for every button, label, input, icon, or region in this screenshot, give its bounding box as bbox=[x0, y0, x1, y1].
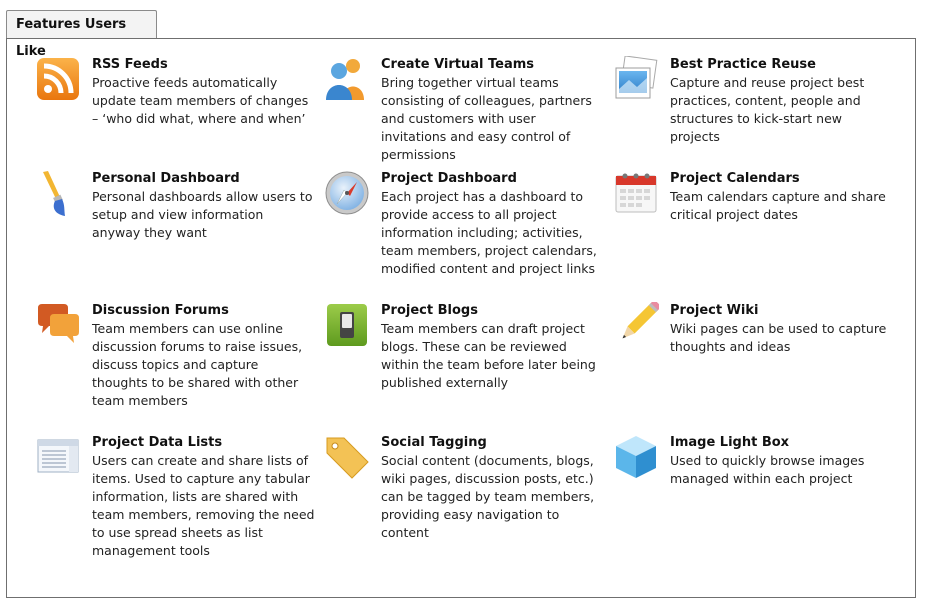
feature-description: Each project has a dashboard to provide access to all project information including; activities, team members, project calendars, modified content and project links bbox=[381, 189, 597, 276]
feature-title: Best Practice Reuse bbox=[670, 57, 816, 72]
feature-title: Project Calendars bbox=[670, 171, 800, 186]
feature-title: Social Tagging bbox=[381, 435, 487, 450]
feature-title: Project Data Lists bbox=[92, 435, 223, 450]
compass-icon bbox=[324, 170, 370, 216]
feature-image-light-box bbox=[613, 434, 893, 488]
feature-personal-dashboard bbox=[35, 170, 315, 242]
feature-description: Proactive feeds automatically update team members of changes – ‘who did what, where and when’ bbox=[92, 75, 309, 126]
feature-description: Social content (documents, blogs, wiki pages, discussion posts, etc.) can be tagged by team members, providing easy navigation to content bbox=[381, 453, 595, 540]
feature-social-tagging bbox=[324, 434, 604, 542]
feature-description: Users can create and share lists of items. Used to capture any tabular information, lists are shared with team members, removing the need to use spread sheets as list management tools bbox=[92, 453, 315, 558]
feature-project-blogs bbox=[324, 302, 604, 392]
feature-title: Create Virtual Teams bbox=[381, 57, 535, 72]
feature-description: Wiki pages can be used to capture thoughts and ideas bbox=[670, 321, 887, 354]
photos-icon bbox=[613, 56, 659, 102]
feature-title: Project Wiki bbox=[670, 303, 759, 318]
feature-title: Discussion Forums bbox=[92, 303, 229, 318]
feature-description: Capture and reuse project best practices, content, people and structures to kick-start new projects bbox=[670, 75, 865, 144]
feature-rss-feeds bbox=[35, 56, 315, 128]
users-icon bbox=[324, 56, 370, 102]
feature-title: RSS Feeds bbox=[92, 57, 168, 72]
feature-description: Team members can draft project blogs. These can be reviewed within the team before later being published externally bbox=[381, 321, 596, 390]
feature-title: Personal Dashboard bbox=[92, 171, 240, 186]
feature-create-virtual-teams bbox=[324, 56, 604, 164]
chat-bubbles-icon bbox=[35, 302, 81, 348]
calendar-icon bbox=[613, 170, 659, 216]
feature-description: Used to quickly browse images managed within each project bbox=[670, 453, 865, 486]
feature-project-dashboard bbox=[324, 170, 604, 278]
feature-project-data-lists bbox=[35, 434, 315, 560]
feature-project-calendars bbox=[613, 170, 893, 224]
tab-features-users-like[interactable]: Features Users Like bbox=[6, 10, 157, 38]
feature-discussion-forums bbox=[35, 302, 315, 410]
feature-description: Bring together virtual teams consisting of colleagues, partners and customers with user invitations and easy control of permissions bbox=[381, 75, 592, 162]
paintbrush-icon bbox=[35, 170, 81, 216]
feature-description: Team members can use online discussion forums to raise issues, discuss topics and capture thoughts to be shared with other team members bbox=[92, 321, 303, 408]
feature-title: Project Blogs bbox=[381, 303, 478, 318]
feature-best-practice-reuse bbox=[613, 56, 893, 146]
feature-title: Image Light Box bbox=[670, 435, 790, 450]
features-panel bbox=[6, 38, 916, 598]
cube-icon bbox=[613, 434, 659, 480]
tag-icon bbox=[324, 434, 370, 480]
blog-switch-icon bbox=[324, 302, 370, 348]
feature-title: Project Dashboard bbox=[381, 171, 517, 186]
feature-description: Personal dashboards allow users to setup and view information anyway they want bbox=[92, 189, 313, 240]
feature-description: Team calendars capture and share critical project dates bbox=[670, 189, 886, 222]
feature-project-wiki bbox=[613, 302, 893, 356]
pencil-icon bbox=[613, 302, 659, 348]
list-window-icon bbox=[35, 434, 81, 480]
